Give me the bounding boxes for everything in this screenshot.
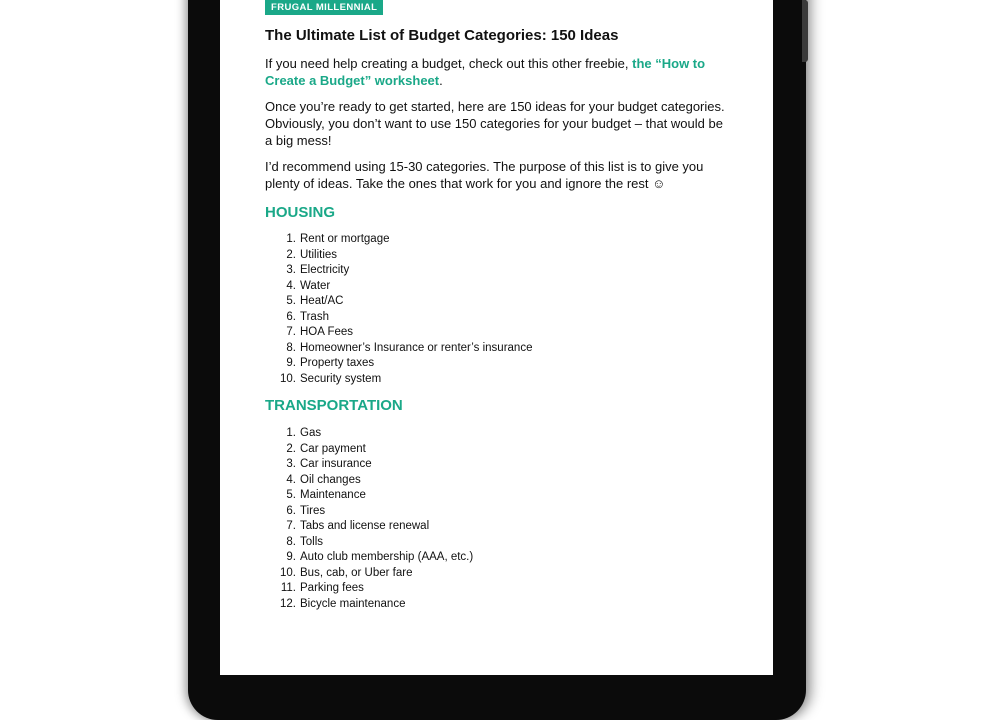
- list-item-text: Heat/AC: [300, 295, 344, 307]
- worksheet-link-line2[interactable]: Create a Budget” worksheet: [265, 72, 440, 88]
- list-item-number: 8.: [286, 341, 296, 354]
- list-item: [265, 504, 735, 520]
- tablet-screen: [220, 0, 773, 675]
- list-item: [265, 535, 735, 551]
- list-item-number: 4.: [286, 473, 296, 486]
- list-item: [265, 473, 735, 489]
- list-item: [265, 232, 735, 248]
- list-item-number: 5.: [286, 489, 296, 501]
- list-item-number: 6.: [286, 504, 296, 517]
- list-item: [265, 294, 735, 310]
- list-item: [265, 341, 735, 357]
- list-item-text: Tolls: [300, 535, 324, 548]
- usage-line-3: a big mess!: [265, 132, 332, 148]
- list-item: [265, 597, 735, 613]
- list-item-text: HOA Fees: [300, 326, 354, 338]
- intro-paragraph: [265, 56, 727, 90]
- intro-text: If you need help creating a budget, check out this other freebie,: [265, 56, 633, 71]
- list-item: [265, 566, 735, 582]
- list-item: [265, 263, 735, 279]
- list-item-number: 3.: [286, 264, 296, 276]
- list-item: [265, 248, 735, 264]
- worksheet-link-line1[interactable]: the “How to: [632, 56, 706, 71]
- list-item-text: Utilities: [300, 248, 338, 261]
- list-item: [265, 279, 735, 295]
- list-item-number: 1.: [286, 427, 296, 439]
- list-item-text: Gas: [300, 427, 322, 439]
- list-item-number: 1.: [286, 233, 296, 245]
- list-item-number: 8.: [286, 535, 296, 548]
- list-item: [265, 550, 735, 566]
- list-item-text: Rent or mortgage: [300, 233, 390, 245]
- list-item: [265, 356, 735, 372]
- list-item-number: 9.: [286, 357, 296, 369]
- list-item-text: Bicycle maintenance: [300, 597, 406, 610]
- list-item-text: Water: [300, 279, 331, 292]
- list-item-text: Auto club membership (AAA, etc.): [300, 551, 474, 563]
- list-item: [265, 325, 735, 341]
- usage-line-1: Once you’re ready to get started, here are 150 ideas for your budget categories.: [265, 99, 725, 114]
- list-item-number: 12.: [280, 597, 296, 610]
- list-item-number: 6.: [286, 310, 296, 323]
- list-item-text: Trash: [300, 310, 329, 323]
- list-item-text: Bus, cab, or Uber fare: [300, 566, 413, 579]
- list-item-number: 9.: [286, 551, 296, 563]
- list-item-text: Parking fees: [300, 582, 364, 594]
- recommendation-paragraph: [265, 159, 727, 193]
- list-item-text: Homeowner’s Insurance or renter’s insurance: [300, 341, 533, 354]
- list-item-number: 7.: [286, 326, 296, 338]
- list-item-number: 7.: [286, 520, 296, 532]
- recommendation-line-2: plenty of ideas. Take the ones that work for you and ignore the rest ☺: [265, 175, 666, 191]
- list-item: [265, 488, 735, 504]
- list-item-number: 10.: [280, 566, 296, 579]
- section-heading-housing: HOUSING: [265, 204, 336, 221]
- housing-list: [265, 232, 735, 387]
- list-item-number: 2.: [286, 442, 296, 455]
- intro-period: .: [439, 72, 443, 88]
- brand-badge: FRUGAL MILLENNIAL: [265, 0, 383, 15]
- list-item-text: Tires: [300, 504, 326, 517]
- list-item: [265, 457, 735, 473]
- list-item: [265, 519, 735, 535]
- list-item-text: Property taxes: [300, 357, 375, 369]
- list-item-text: Car insurance: [300, 458, 372, 470]
- list-item-text: Tabs and license renewal: [300, 520, 430, 532]
- list-item-text: Oil changes: [300, 473, 361, 486]
- usage-paragraph: [265, 99, 727, 149]
- document-title: The Ultimate List of Budget Categories: 150 Ideas: [265, 27, 619, 44]
- list-item: [265, 442, 735, 458]
- transportation-list: [265, 426, 735, 612]
- list-item-text: Security system: [300, 372, 382, 385]
- recommendation-line-1: I’d recommend using 15-30 categories. The purpose of this list is to give you: [265, 159, 704, 174]
- list-item-number: 11.: [280, 582, 296, 594]
- list-item-text: Electricity: [300, 264, 350, 276]
- list-item-text: Maintenance: [300, 489, 366, 501]
- section-heading-transportation: TRANSPORTATION: [265, 397, 403, 414]
- list-item: [265, 426, 735, 442]
- list-item-number: 5.: [286, 295, 296, 307]
- list-item: [265, 310, 735, 326]
- usage-line-2: Obviously, you don’t want to use 150 categories for your budget – that would be: [265, 115, 723, 131]
- list-item-number: 4.: [286, 279, 296, 292]
- list-item: [265, 581, 735, 597]
- list-item-number: 10.: [280, 372, 296, 385]
- tablet-side-button: [802, 0, 808, 62]
- list-item-number: 3.: [286, 458, 296, 470]
- list-item-text: Car payment: [300, 442, 366, 455]
- list-item-number: 2.: [286, 248, 296, 261]
- list-item: [265, 372, 735, 388]
